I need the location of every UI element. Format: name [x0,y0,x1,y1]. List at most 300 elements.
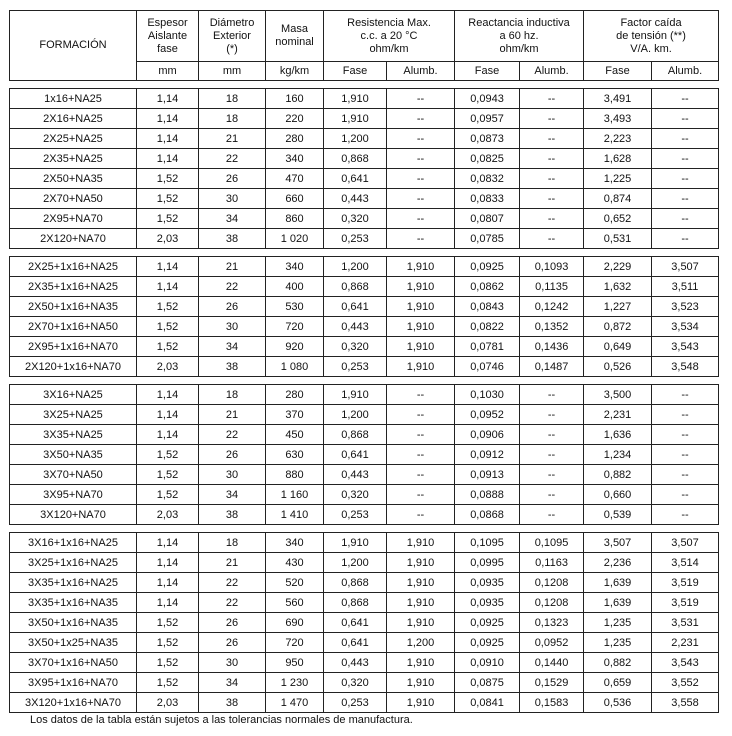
table-row [10,593,719,613]
value-cell: 660 [266,189,324,209]
value-cell: 280 [266,385,324,405]
value-cell: 0,868 [324,149,387,169]
value-cell: 1,235 [584,633,652,653]
value-cell: 0,539 [584,505,652,525]
value-cell: 0,660 [584,485,652,505]
formacion-cell: 2X70+1x16+NA50 [10,317,137,337]
value-cell: 1,910 [387,653,455,673]
value-cell: 2,03 [137,229,199,249]
value-cell: 0,874 [584,189,652,209]
value-cell: 0,0781 [455,337,520,357]
value-cell: 0,526 [584,357,652,377]
value-cell: 3,531 [652,613,719,633]
value-cell: 2,229 [584,257,652,277]
value-cell: 0,868 [324,425,387,445]
value-cell: 3,514 [652,553,719,573]
value-cell: 3,507 [652,533,719,553]
value-cell: -- [652,385,719,405]
value-cell: -- [387,229,455,249]
formacion-cell: 3X70+1x16+NA50 [10,653,137,673]
value-cell: 0,649 [584,337,652,357]
group-separator [10,525,719,533]
unit-cell: Alumb. [387,62,455,81]
formacion-cell: 3X50+1x25+NA35 [10,633,137,653]
value-cell: 38 [199,505,266,525]
value-cell: 0,1208 [520,593,584,613]
value-cell: 1,52 [137,613,199,633]
formacion-cell: 2X35+1x16+NA25 [10,277,137,297]
table-row [10,693,719,713]
table-row [10,129,719,149]
value-cell: -- [652,149,719,169]
formacion-cell: 3X35+1x16+NA35 [10,593,137,613]
value-cell: 1,200 [324,257,387,277]
header-resistencia: Resistencia Max. c.c. a 20 °C ohm/km [324,11,455,62]
value-cell: 0,1095 [520,533,584,553]
value-cell: -- [652,109,719,129]
value-cell: 1,910 [387,277,455,297]
value-cell: 0,443 [324,653,387,673]
value-cell: 0,1163 [520,553,584,573]
value-cell: 1,14 [137,405,199,425]
value-cell: 0,0862 [455,277,520,297]
value-cell: 0,0925 [455,257,520,277]
formacion-cell: 3X50+NA35 [10,445,137,465]
value-cell: 0,0785 [455,229,520,249]
value-cell: 1,910 [387,533,455,553]
value-cell: 0,868 [324,277,387,297]
value-cell: 0,641 [324,613,387,633]
value-cell: 22 [199,149,266,169]
value-cell: 38 [199,229,266,249]
value-cell: 0,0875 [455,673,520,693]
value-cell: 1,639 [584,593,652,613]
value-cell: 1 020 [266,229,324,249]
value-cell: 1,234 [584,445,652,465]
value-cell: 1,200 [324,405,387,425]
value-cell: 950 [266,653,324,673]
value-cell: 0,882 [584,653,652,673]
value-cell: 0,0935 [455,573,520,593]
separator-cell [10,525,719,533]
formacion-cell: 2X95+NA70 [10,209,137,229]
value-cell: 0,320 [324,209,387,229]
value-cell: 340 [266,533,324,553]
value-cell: 34 [199,485,266,505]
value-cell: 340 [266,149,324,169]
value-cell: 3,511 [652,277,719,297]
value-cell: 1,14 [137,89,199,109]
value-cell: 1,14 [137,257,199,277]
table-row [10,445,719,465]
value-cell: 26 [199,169,266,189]
value-cell: 1 410 [266,505,324,525]
formacion-cell: 2X120+NA70 [10,229,137,249]
formacion-cell: 3X35+1x16+NA25 [10,573,137,593]
value-cell: 1,52 [137,317,199,337]
value-cell: 21 [199,405,266,425]
value-cell: 34 [199,337,266,357]
value-cell: -- [387,425,455,445]
value-cell: 0,641 [324,633,387,653]
value-cell: -- [387,189,455,209]
value-cell: -- [652,485,719,505]
value-cell: 0,0825 [455,149,520,169]
value-cell: 1,910 [387,673,455,693]
value-cell: 1,52 [137,633,199,653]
value-cell: 1,910 [387,357,455,377]
value-cell: 26 [199,613,266,633]
value-cell: -- [520,209,584,229]
value-cell: 1,200 [387,633,455,653]
value-cell: 1,14 [137,573,199,593]
value-cell: 18 [199,89,266,109]
value-cell: 30 [199,189,266,209]
value-cell: -- [520,445,584,465]
value-cell: -- [652,209,719,229]
value-cell: -- [652,129,719,149]
value-cell: 470 [266,169,324,189]
value-cell: 3,543 [652,653,719,673]
value-cell: -- [652,445,719,465]
value-cell: 22 [199,573,266,593]
value-cell: 0,320 [324,337,387,357]
value-cell: 1 160 [266,485,324,505]
value-cell: 1,52 [137,485,199,505]
value-cell: 0,0906 [455,425,520,445]
header-diametro: Diámetro Exterior (*) [199,11,266,62]
unit-cell: mm [199,62,266,81]
value-cell: 530 [266,297,324,317]
table-row [10,189,719,209]
value-cell: -- [387,209,455,229]
formacion-cell: 3X50+1x16+NA35 [10,613,137,633]
value-cell: -- [520,405,584,425]
value-cell: 1,632 [584,277,652,297]
value-cell: 1,52 [137,337,199,357]
value-cell: 0,0910 [455,653,520,673]
formacion-cell: 3X25+1x16+NA25 [10,553,137,573]
value-cell: 1,14 [137,553,199,573]
value-cell: 1,910 [387,317,455,337]
value-cell: 2,223 [584,129,652,149]
table-row [10,229,719,249]
table-header [10,11,719,81]
value-cell: 3,552 [652,673,719,693]
formacion-cell: 2X25+1x16+NA25 [10,257,137,277]
value-cell: 0,443 [324,317,387,337]
value-cell: -- [387,465,455,485]
formacion-cell: 3X16+1x16+NA25 [10,533,137,553]
formacion-cell: 2X95+1x16+NA70 [10,337,137,357]
value-cell: 0,1095 [455,533,520,553]
value-cell: -- [387,445,455,465]
value-cell: 0,1208 [520,573,584,593]
value-cell: 1,225 [584,169,652,189]
value-cell: 3,491 [584,89,652,109]
value-cell: 1,52 [137,465,199,485]
value-cell: 1,14 [137,425,199,445]
value-cell: 0,0807 [455,209,520,229]
value-cell: 1,200 [324,129,387,149]
value-cell: 0,0888 [455,485,520,505]
value-cell: -- [652,89,719,109]
value-cell: 1,52 [137,209,199,229]
value-cell: 0,0935 [455,593,520,613]
value-cell: 2,231 [652,633,719,653]
value-cell: 0,531 [584,229,652,249]
table-body [10,81,719,713]
value-cell: 0,0925 [455,613,520,633]
value-cell: -- [520,169,584,189]
value-cell: 22 [199,425,266,445]
value-cell: 340 [266,257,324,277]
value-cell: 34 [199,673,266,693]
table-row [10,257,719,277]
table-row [10,169,719,189]
value-cell: 0,659 [584,673,652,693]
value-cell: 1,910 [387,613,455,633]
value-cell: -- [520,465,584,485]
value-cell: 22 [199,593,266,613]
table-row [10,149,719,169]
value-cell: 0,1030 [455,385,520,405]
unit-cell: Alumb. [652,62,719,81]
value-cell: 2,231 [584,405,652,425]
value-cell: -- [387,149,455,169]
unit-cell: Fase [455,62,520,81]
value-cell: 1,910 [324,89,387,109]
value-cell: 1,910 [387,257,455,277]
table-row [10,425,719,445]
value-cell: 0,0952 [455,405,520,425]
value-cell: 3,519 [652,593,719,613]
value-cell: -- [387,129,455,149]
value-cell: 0,882 [584,465,652,485]
header-factor: Factor caída de tensión (**) V/A. km. [584,11,719,62]
value-cell: 0,253 [324,229,387,249]
value-cell: 1,14 [137,149,199,169]
value-cell: -- [520,189,584,209]
value-cell: 0,536 [584,693,652,713]
value-cell: 38 [199,693,266,713]
header-reactancia: Reactancia inductiva a 60 hz. ohm/km [455,11,584,62]
value-cell: 22 [199,277,266,297]
value-cell: 1,200 [324,553,387,573]
value-cell: 0,1440 [520,653,584,673]
value-cell: 1,235 [584,613,652,633]
formacion-cell: 3X16+NA25 [10,385,137,405]
value-cell: 0,320 [324,485,387,505]
value-cell: 1,910 [387,297,455,317]
footnote: Los datos de la tabla están sujetos a las tolerancias normales de manufactura. [30,714,413,726]
value-cell: 2,03 [137,693,199,713]
value-cell: 38 [199,357,266,377]
value-cell: 690 [266,613,324,633]
formacion-cell: 3X25+NA25 [10,405,137,425]
header-masa: Masa nominal [266,11,324,62]
table-row [10,553,719,573]
value-cell: 0,872 [584,317,652,337]
cable-specs-table [9,10,719,713]
value-cell: 860 [266,209,324,229]
value-cell: 3,548 [652,357,719,377]
table-row [10,633,719,653]
value-cell: -- [520,485,584,505]
value-cell: 920 [266,337,324,357]
value-cell: -- [387,485,455,505]
value-cell: 30 [199,317,266,337]
value-cell: -- [387,405,455,425]
value-cell: 0,0822 [455,317,520,337]
value-cell: 1,52 [137,297,199,317]
value-cell: 0,0925 [455,633,520,653]
header-formacion: FORMACIÓN [10,11,137,81]
formacion-cell: 3X35+NA25 [10,425,137,445]
value-cell: 520 [266,573,324,593]
separator-cell [10,81,719,89]
group-separator [10,249,719,257]
value-cell: -- [387,505,455,525]
value-cell: 220 [266,109,324,129]
value-cell: 26 [199,297,266,317]
value-cell: 1,14 [137,129,199,149]
formacion-cell: 3X95+NA70 [10,485,137,505]
value-cell: -- [652,425,719,445]
value-cell: 1 080 [266,357,324,377]
value-cell: 720 [266,317,324,337]
value-cell: 0,1135 [520,277,584,297]
value-cell: 0,443 [324,465,387,485]
table-row [10,109,719,129]
value-cell: 1,52 [137,189,199,209]
table-row [10,465,719,485]
unit-cell: kg/km [266,62,324,81]
table-row [10,337,719,357]
value-cell: 1,14 [137,109,199,129]
value-cell: 0,0943 [455,89,520,109]
value-cell: 0,0957 [455,109,520,129]
value-cell: 370 [266,405,324,425]
value-cell: -- [387,169,455,189]
value-cell: -- [387,385,455,405]
value-cell: -- [652,169,719,189]
value-cell: 30 [199,653,266,673]
table-row [10,89,719,109]
value-cell: 0,0746 [455,357,520,377]
value-cell: 0,1529 [520,673,584,693]
value-cell: 1,910 [324,533,387,553]
value-cell: 1,227 [584,297,652,317]
value-cell: 1,636 [584,425,652,445]
value-cell: 26 [199,633,266,653]
formacion-cell: 3X70+NA50 [10,465,137,485]
value-cell: -- [520,129,584,149]
formacion-cell: 2X50+1x16+NA35 [10,297,137,317]
unit-cell: Fase [584,62,652,81]
value-cell: -- [520,505,584,525]
group-separator [10,81,719,89]
value-cell: 280 [266,129,324,149]
formacion-cell: 2X35+NA25 [10,149,137,169]
value-cell: 1 470 [266,693,324,713]
table-row [10,613,719,633]
value-cell: 0,0913 [455,465,520,485]
value-cell: 3,558 [652,693,719,713]
value-cell: 0,0832 [455,169,520,189]
value-cell: -- [387,89,455,109]
value-cell: -- [387,109,455,129]
value-cell: 0,652 [584,209,652,229]
value-cell: 21 [199,129,266,149]
value-cell: 0,1352 [520,317,584,337]
value-cell: 0,253 [324,693,387,713]
table-row [10,505,719,525]
value-cell: 1,910 [387,553,455,573]
formacion-cell: 2X25+NA25 [10,129,137,149]
value-cell: 1,910 [387,573,455,593]
value-cell: 34 [199,209,266,229]
value-cell: 2,03 [137,357,199,377]
table-row [10,277,719,297]
value-cell: 1,910 [387,337,455,357]
value-cell: 880 [266,465,324,485]
value-cell: 0,1487 [520,357,584,377]
value-cell: 3,519 [652,573,719,593]
value-cell: -- [652,189,719,209]
value-cell: 18 [199,533,266,553]
value-cell: 1,52 [137,169,199,189]
value-cell: 0,641 [324,169,387,189]
value-cell: 26 [199,445,266,465]
value-cell: 3,523 [652,297,719,317]
value-cell: 1,910 [387,693,455,713]
header-espesor: Espesor Aislante fase [137,11,199,62]
value-cell: 30 [199,465,266,485]
value-cell: -- [652,465,719,485]
value-cell: 0,0873 [455,129,520,149]
value-cell: 18 [199,385,266,405]
value-cell: 630 [266,445,324,465]
value-cell: 1,628 [584,149,652,169]
value-cell: 2,236 [584,553,652,573]
value-cell: 1,910 [324,385,387,405]
value-cell: 1 230 [266,673,324,693]
value-cell: 0,641 [324,445,387,465]
value-cell: 3,500 [584,385,652,405]
value-cell: 720 [266,633,324,653]
value-cell: -- [520,425,584,445]
value-cell: 0,1436 [520,337,584,357]
unit-cell: Fase [324,62,387,81]
group-separator [10,377,719,385]
unit-cell: Alumb. [520,62,584,81]
value-cell: 0,1323 [520,613,584,633]
value-cell: -- [520,385,584,405]
formacion-cell: 2X120+1x16+NA70 [10,357,137,377]
value-cell: 0,0868 [455,505,520,525]
value-cell: 0,0833 [455,189,520,209]
value-cell: -- [652,505,719,525]
value-cell: 2,03 [137,505,199,525]
value-cell: 1,14 [137,533,199,553]
value-cell: 21 [199,257,266,277]
table-row [10,573,719,593]
value-cell: 1,639 [584,573,652,593]
value-cell: 430 [266,553,324,573]
value-cell: 3,534 [652,317,719,337]
value-cell: 0,253 [324,357,387,377]
